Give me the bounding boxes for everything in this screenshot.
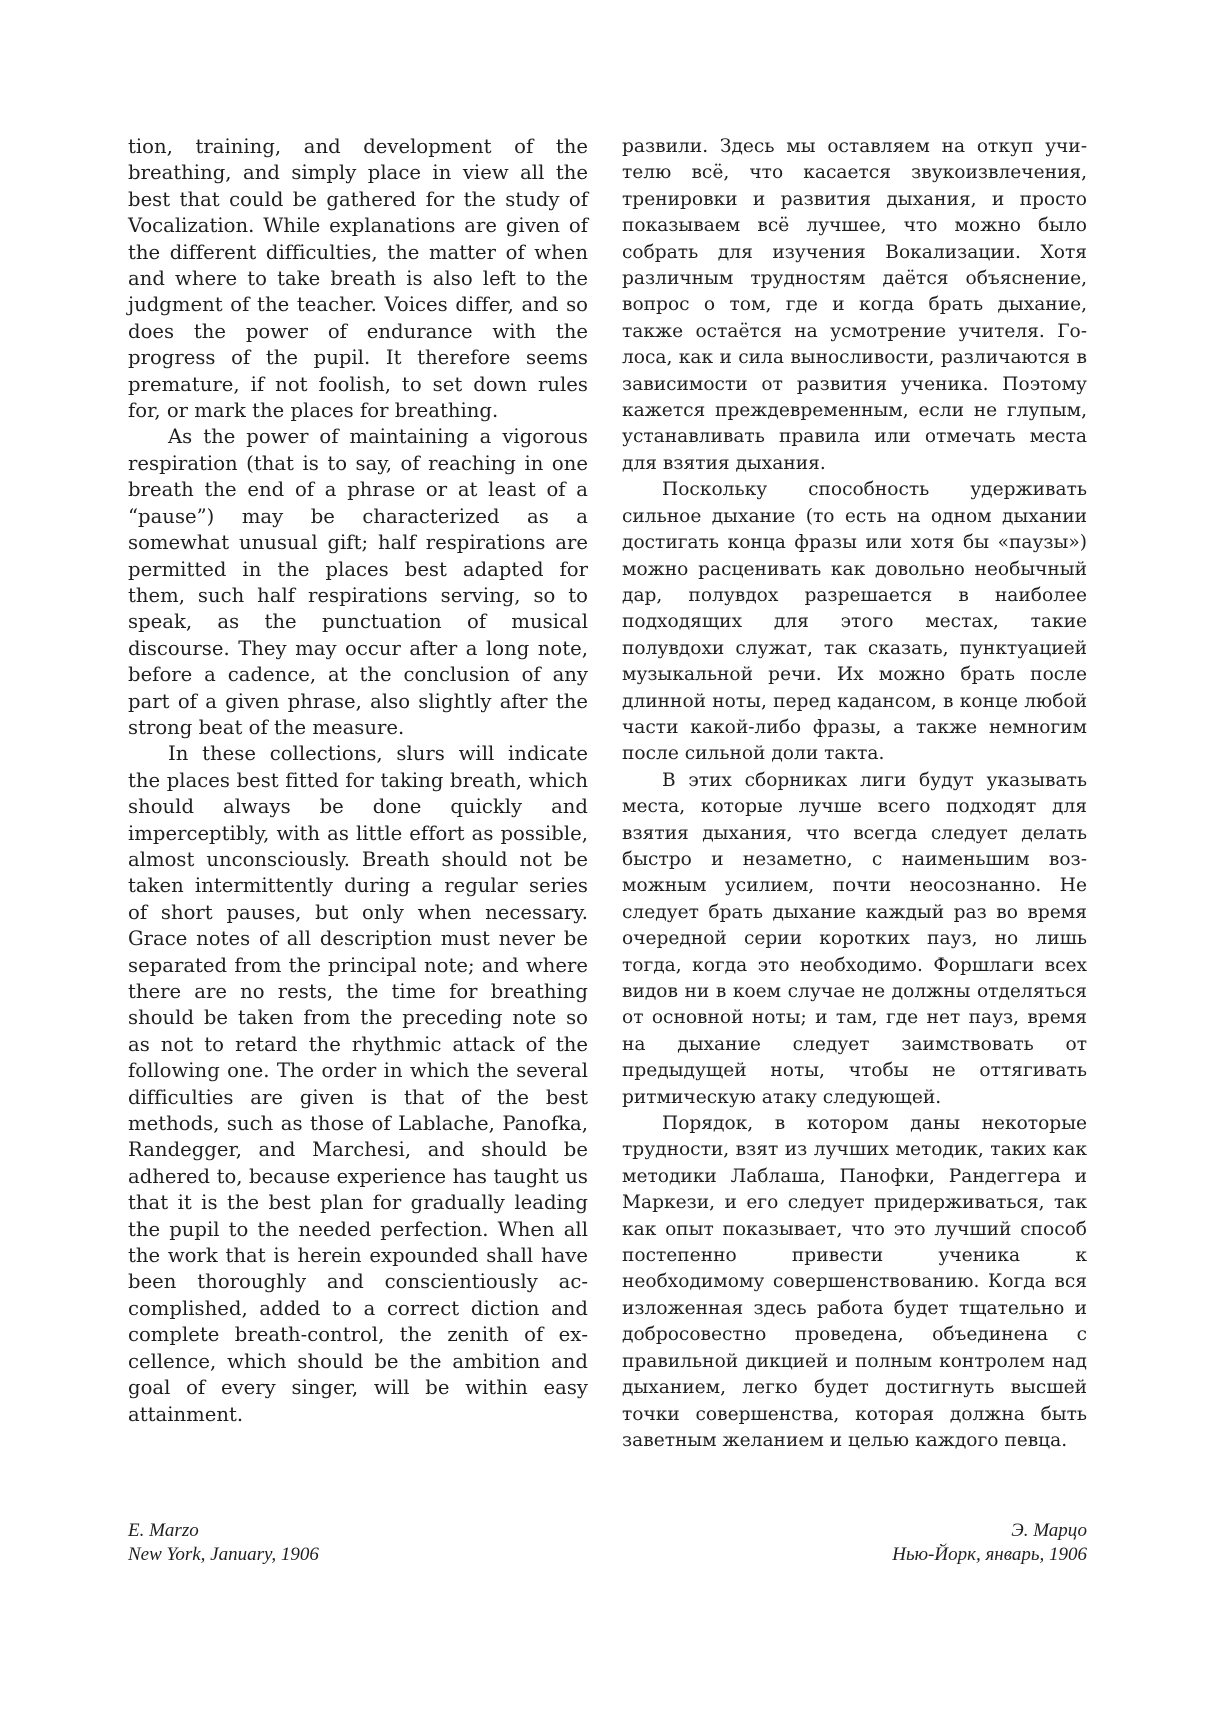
russian-paragraph-3: В этих сборниках лиги будут указывать места, которые лучше всего подходят для взятия дыхания, что всегда следует делать быстро и незаметно, с наименьшим возможным усилием, почти неосознанно. Не следует брать дыхание каждый раз во время очередной серии коротких пауз, но лишь тогда, когда это необходимо. Форшлаги всех видов ни в коем случае не должны отделяться от основной ноты; и там, где нет пауз, время на дыхание следует заимствовать от предыдущей ноты, чтобы не оттягивать ритмическую атаку следующей. (622, 769, 1087, 1108)
english-paragraph-1: tion, training, and development of the breathing, and simply place in view all the best that could be gathered for the study of Vocalization. While explanations are given of the different difficulties, the matter of when and where to take breath is also left to the judgment of the teacher. Voices differ, and so does the power of endurance with the progress of the pupil. It therefore seems premature, if not foolish, to set down rules for, or mark the places for breathing. (128, 135, 588, 423)
english-paragraph-2: As the power of maintaining a vigorous respiration (that is to say, of reaching in one breath the end of a phrase or at least of a “pause”) may be characterized as a somewhat unusual gift; half respirations are permitted in the places best adapted for them, such half respirations serving, so to speak, as the punctuation of musical discourse. They may occur after a long note, before a cadence, at the conclusion of any part of a given phrase, also slightly after the strong beat of the measure. (128, 425, 588, 739)
russian-paragraph-4: Порядок, в котором даны некоторые трудности, взят из лучших методик, таких как методики Лаблаша, Панофки, Рандеггера и Маркези, и его следует придерживаться, так как опыт показывает, что это лучший способ постепенно привести ученика к необходимому совершенствованию. Когда вся изложенная здесь работа будет тщательно и добросовестно проведена, объединена с правильной дикцией и полным контролем над дыханием, легко будет достигнуть высшей точки совершенства, которая должна быть заветным желанием и целью каждого певца. (622, 1113, 1087, 1451)
english-column (128, 134, 588, 1428)
english-paragraph-3: In these collections, slurs will indicate the places best fitted for taking breath, which should always be done quickly and imperceptibly, with as little effort as possible, almost unconsciously. Breath should not be taken intermittently during a regular series of short pauses, but only when necessary. Grace notes of all description must never be separated from the principal note; and where there are no rests, the time for breathing should be taken from the preceding note so as not to retard the rhythmic attack of the following one. The order in which the several difficulties are given is that of the best methods, such as those of Lablache, Panofka, Randegger, and Marchesi, and should be adhered to, because experience has taught us that it is the best plan for gradually leading the pupil to the needed perfection. When all the work that is herein expounded shall have been thoroughly and conscientiously accomplished, added to a correct diction and complete breath-control, the zenith of excellence, which should be the ambition and goal of every singer, will be within easy attainment. (128, 742, 588, 1426)
english-signature-place-date: New York, January, 1906 (128, 1544, 319, 1565)
russian-signature-place-date: Нью-Йорк, январь, 1906 (892, 1544, 1087, 1565)
english-signature (128, 1519, 319, 1567)
russian-column (622, 134, 1087, 1454)
russian-signature (892, 1519, 1087, 1567)
russian-paragraph-2: Поскольку способность удерживать сильное дыхание (то есть на одном дыхании достигать конца фразы или хотя бы «паузы») можно расценивать как довольно необычный дар, полувдох разрешается в наиболее подходящих для этого местах, такие полувдохи служат, так сказать, пунктуацией музыкальной речи. Их можно брать после длинной ноты, перед кадансом, в конце любой части какой-либо фразы, а также немногим после сильной доли такта. (622, 479, 1087, 765)
russian-signature-name: Э. Марцо (1011, 1520, 1087, 1541)
english-signature-name: E. Marzo (128, 1520, 199, 1541)
russian-paragraph-1: развили. Здесь мы оставляем на откуп учителю всё, что касается звукоизвлечения, тренировки и развития дыхания, и просто показываем всё лучшее, что можно было собрать для изучения Вокализации. Хотя различным трудностям даётся объяснение, вопрос о том, где и когда брать дыхание, также остаётся на усмотрение учителя. Голоса, как и сила выносливости, различаются в зависимости от развития ученика. Поэтому кажется преждевременным, если не глупым, устанавливать правила или отмечать места для взятия дыхания. (622, 136, 1087, 474)
